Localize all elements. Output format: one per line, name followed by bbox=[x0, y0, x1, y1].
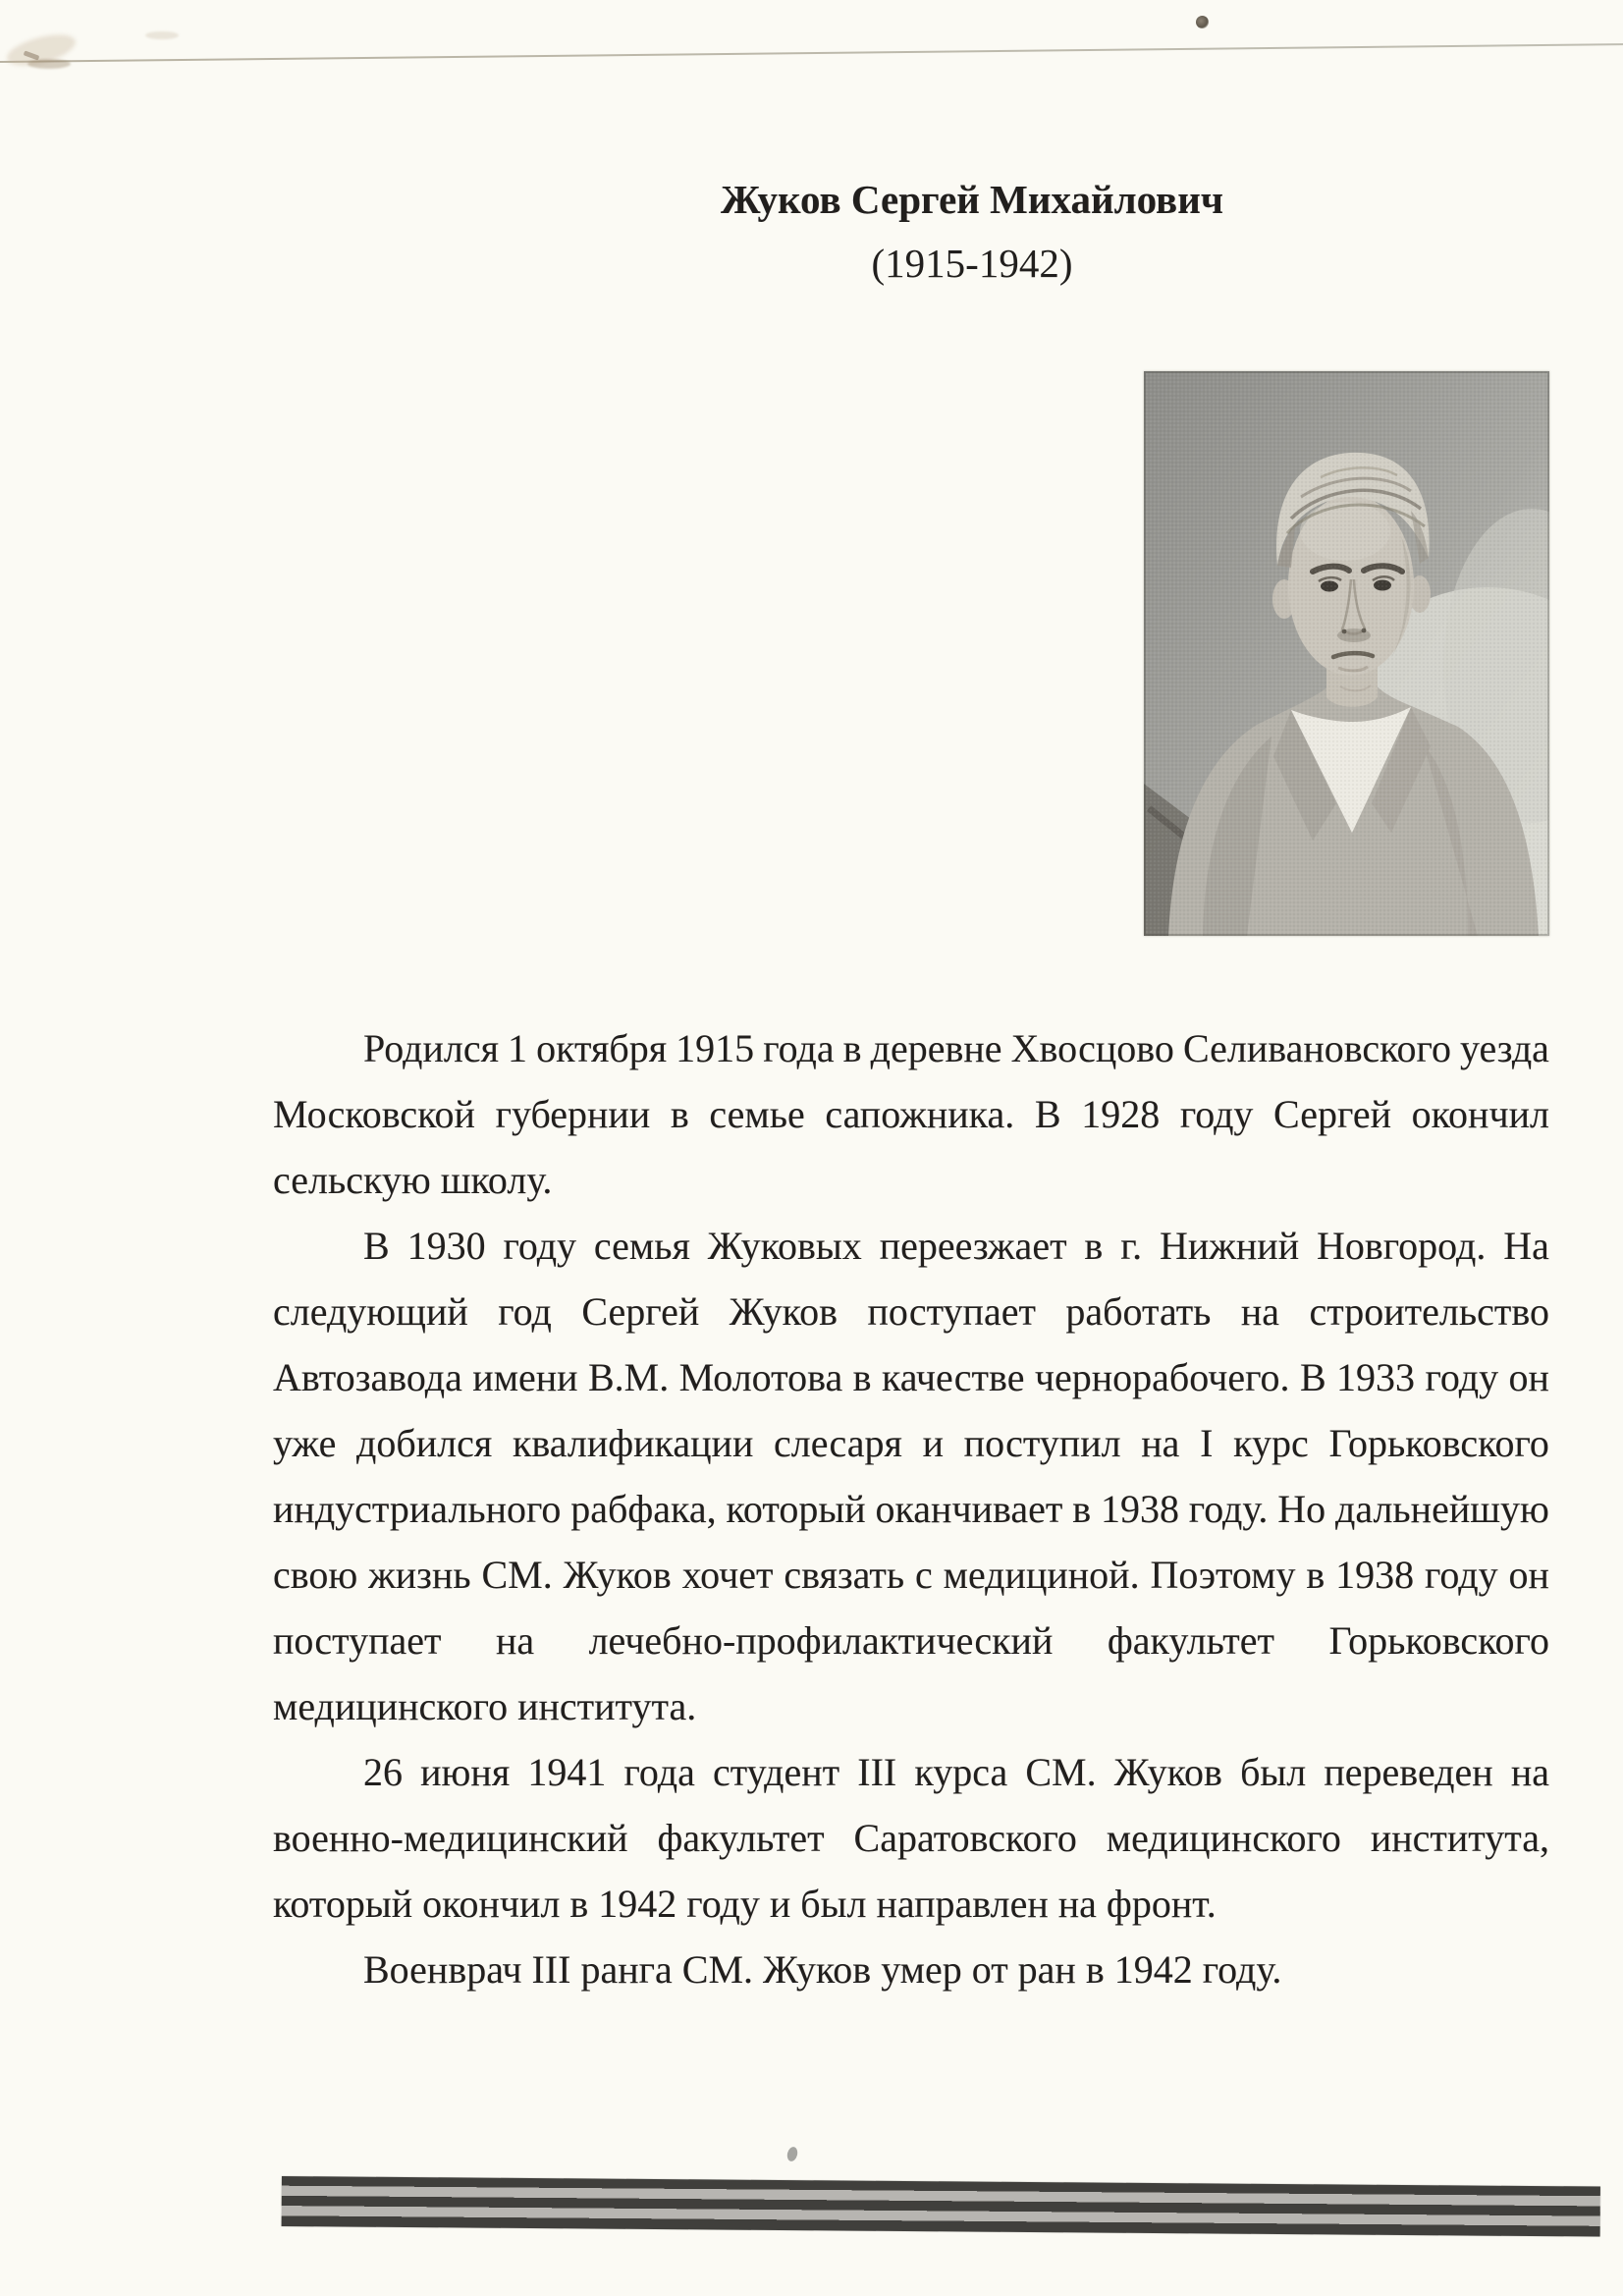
georgievsky-ribbon bbox=[282, 2176, 1600, 2237]
text-line-p1-l1: следующий год Сергей Жуков поступает работать на строительство bbox=[273, 1289, 1549, 1334]
text-line-p3-l0: Военврач III ранга СМ. Жуков умер от ран в 1942 году. bbox=[363, 1947, 1282, 1992]
text-line-p1-l7: медицинского института. bbox=[273, 1684, 697, 1728]
text-line-p0-l2: сельскую школу. bbox=[273, 1158, 553, 1202]
text-line-p1-l4: индустриального рабфака, который оканчивает в 1938 году. Но дальнейшую bbox=[273, 1487, 1549, 1531]
text-line-p1-l5: свою жизнь СМ. Жуков хочет связать с медициной. Поэтому в 1938 году он bbox=[273, 1553, 1549, 1597]
text-line-p0-l1: Московской губернии в семье сапожника. В 1928 году Сергей окончил bbox=[273, 1092, 1549, 1136]
text-line-p1-l2: Автозавода имени В.М. Молотова в качестве чернорабочего. В 1933 году он bbox=[273, 1355, 1549, 1399]
text-line-p2-l1: военно-медицинский факультет Саратовского медицинского института, bbox=[273, 1816, 1549, 1860]
scan-smudge bbox=[27, 59, 71, 69]
portrait-photo-illustration bbox=[1144, 371, 1549, 936]
text-line-p1-l3: уже добился квалификации слесаря и поступил на I курс Горьковского bbox=[273, 1421, 1549, 1465]
text-line-p2-l0: 26 июня 1941 года студент III курса СМ. Жуков был переведен на bbox=[363, 1750, 1549, 1794]
scan-fold-line bbox=[0, 43, 1623, 63]
text-line-p2-l2: который окончил в 1942 году и был направлен на фронт. bbox=[273, 1882, 1217, 1926]
scan-ink-dot bbox=[1196, 16, 1209, 28]
scan-smudge bbox=[145, 31, 179, 39]
page-subtitle: (1915-1942) bbox=[871, 241, 1073, 286]
scan-speck bbox=[785, 2146, 798, 2162]
portrait-photo bbox=[1144, 371, 1549, 936]
page-title: Жуков Сергей Михайлович bbox=[721, 177, 1223, 222]
biography-text bbox=[273, 1015, 1549, 2002]
text-line-p1-l6: поступает на лечебно-профилактический факультет Горьковского bbox=[273, 1618, 1549, 1663]
text-line-p0-l0: Родился 1 октября 1915 года в деревне Хвосцово Селивановского уезда bbox=[363, 1026, 1549, 1070]
text-line-p1-l0: В 1930 году семья Жуковых переезжает в г. Нижний Новгород. На bbox=[363, 1224, 1549, 1268]
